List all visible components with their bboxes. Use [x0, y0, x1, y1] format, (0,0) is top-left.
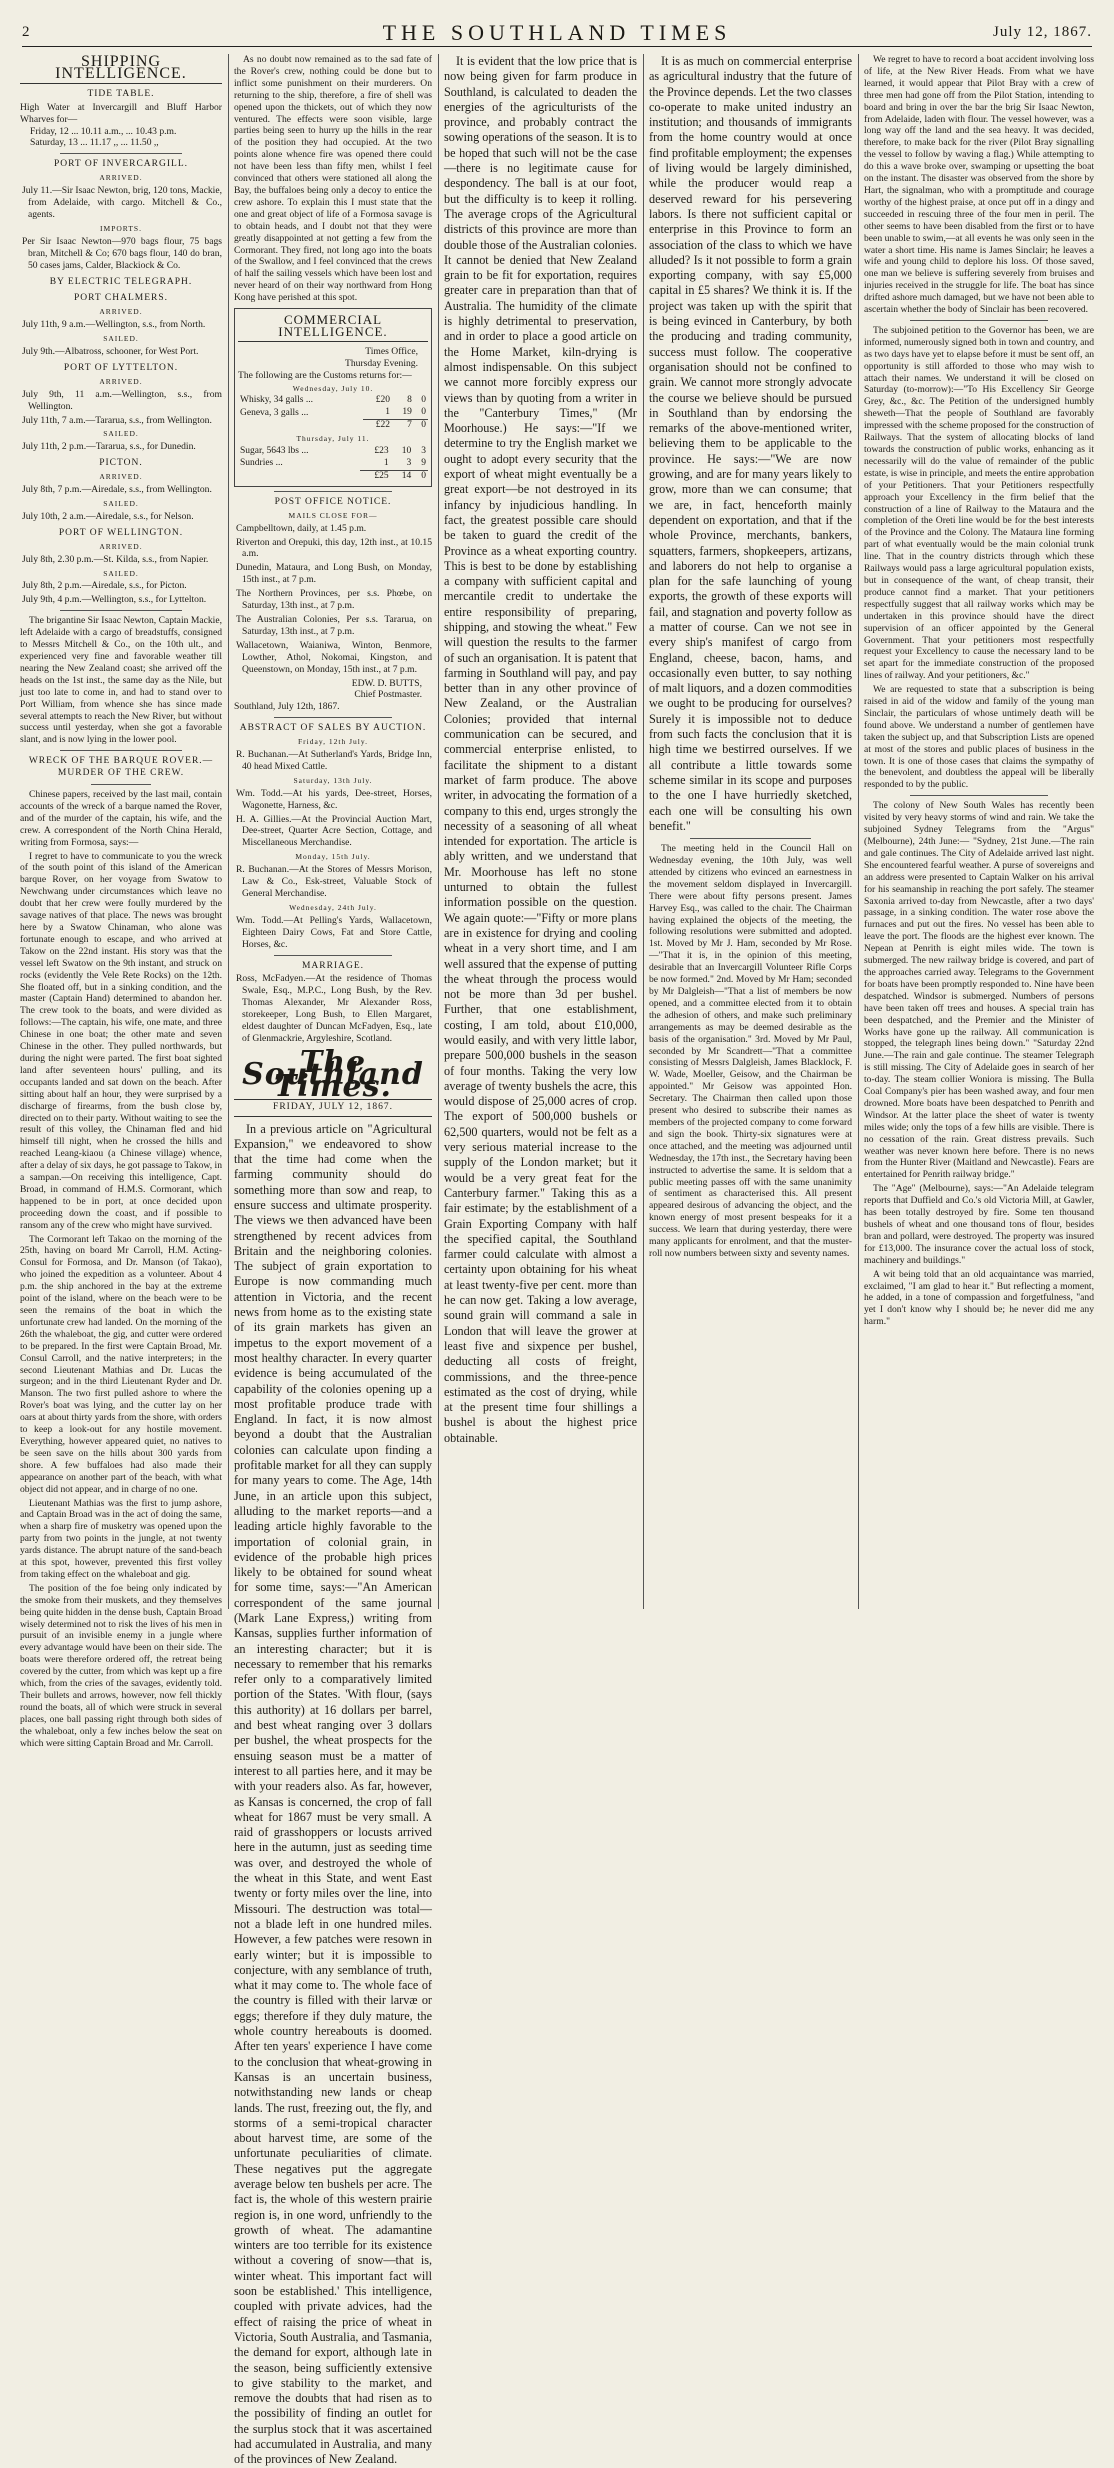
auction-item: Wm. Todd.—At his yards, Dee-street, Horses, Wagonette, Harness, &c. [236, 787, 432, 811]
post-item: Riverton and Orepuki, this day, 12th inst., at 10.15 a.m. [236, 536, 432, 560]
wreck-title: WRECK OF THE BARQUE ROVER.—MURDER OF THE CREW. [28, 756, 214, 779]
port-name: PORT OF INVERCARGILL. [54, 159, 188, 170]
customs-cell: 10 [401, 446, 412, 457]
port-entry: July 9th, 4 p.m.—Wellington, s.s., for Lyttelton. [22, 594, 207, 606]
column-editorial-2 [649, 54, 852, 1609]
post-item: Dunedin, Mataura, and Long Bush, on Monday, 15th inst., at 7 p.m. [236, 562, 432, 586]
port-group-label: SAILED. [103, 334, 139, 344]
port-group-label: ARRIVED. [99, 173, 143, 183]
commercial-office: Times Office, [365, 345, 418, 357]
port-group-label: SAILED. [103, 499, 139, 508]
customs-cell: 19 [402, 407, 412, 418]
column-rule [438, 54, 439, 1609]
page-number: 2 [22, 24, 30, 40]
port-name: PORT OF WELLINGTON. [58, 527, 184, 538]
post-dateline: Southland, July 12th, 1867. [234, 701, 340, 713]
port-group-label: SAILED. [103, 568, 139, 578]
auction-list [234, 736, 432, 950]
wreck-paragraph: The position of the foe being only indicated by the smoke from their muskets, and they themselves being quite hidden in the dense bush, Captain Broad wisely determined not to risk the lives of his men in pursuit of an invisible enemy in a jungle where every advantage would have been on their side. The boats were therefore ordered off, the retreat being covered by the cutter, from which was kept up a fire which, from the cries of the savages, evidently told. Their bullets and arrows, however, now fell thickly round the boats, all of which were struck in several places, one ball passing right through both sides of the whaleboat, only a few inches below the seat on which were sitting Captain Broad and Mr. Carroll. [20, 1582, 222, 1749]
post-item: Campbelltown, daily, at 1.45 p.m. [236, 522, 367, 534]
column-shipping [20, 53, 222, 1749]
masthead [22, 20, 1092, 47]
news-paragraph: A wit being told that an old acquaintance was married, exclaimed, "I am glad to hear it." But reflecting a moment, he added, in a tone of compassion and forgetfulness, "and yet I don't know why I should be; he never did me any harm." [864, 1268, 1094, 1328]
post-signature: EDW. D. BUTTS, [351, 677, 422, 689]
port-entry: July 9th, 11 a.m.—Wellington, s.s., from Wellington. [22, 388, 222, 412]
customs-total: £25 [360, 470, 391, 482]
divider [910, 795, 1048, 796]
auction-item: Wm. Todd.—At Pelling's Yards, Wallacetown, Eighteen Dairy Cows, Fat and Store Cattle, Horses, &c. [236, 914, 432, 950]
port-name: PICTON. [99, 458, 143, 469]
wreck-paragraph: Lieutenant Mathias was the first to jump ashore, and Captain Broad was in the act of doing the same, when a sharp fire of musketry was opened upon the party from two points in the jungle, at not twenty yards distance. The abrupt nature of the sand-beach at this spot, however, prevented this first volley from taking effect on the whaleboat and gig. [20, 1497, 222, 1580]
customs-row [238, 407, 428, 419]
port-entry: Per Sir Isaac Newton—970 bags flour, 75 bags bran, Mitchell & Co; 670 bags flour, 140 do bran, 50 cases jams, Calder, Blackiock & Co. [22, 235, 222, 271]
news-paragraph: The colony of New South Wales has recently been visited by very heavy storms of wind and rain. We take the subjoined Sydney Telegrams from the "Argus" (Melbourne), 24th June:— "Sydney, 21st June.—The rain and gale continues. The City of Adelaide arrived last night. She encountered fearful weather. A purse of sovereigns and an address were presented to Captain Walker on his arrival for his seamanship in reaching the port safely. The steamer Saxonia arrived to-day from Newcastle, after a two days' passage, in a sinking condition. The water rose above the furnaces and put out the fires. No vessel has been able to leave the port. The floods are the highest ever known. The Nepean at Penrith is eight miles wide. The town is submerged. The new railway bridge is covered, and part of the approaches carried away. Telegrams to the Government for boats have been promptly responded to. Nine have been despatched. Windsor is submerged. Numbers of persons have been taken off trees and houses. A special train has been despatched, and the Premier and the Minister of Works have gone up the railway. All communication is stopped, the telegraph lines being down." "Saturday 22nd June.—The rain and gale continue. The steamer Telegraph is still missing. The City of Adelaide goes in search of her to-day. The steam collier Woniora is missing. The Bulla Coal Company's pier has been washed away, and four men drowned. More boats have been despatched to Penrith and Windsor. At the latter place the sheet of water is twenty miles wide; only the tops of a few hills are visible. There is no cessation of the rain. Great distress prevails. Such weather was never known here before. There is no news from the Hunter River (Maitland and Newcastle). Fears are entertained for Penrith railway bridge." [864, 800, 1094, 1181]
meeting-report: The meeting held in the Council Hall on Wednesday evening, the 10th July, was well attended by citizens who evinced an earnestness in the movement seldom displayed in Invercargill. There were about fifty persons present. James Harvey Esq., was called to the chair. The Chairman having explained the objects of the meeting, the following resolutions were submitted and adopted. 1st. Moved by Mr J. Ham, seconded by Mr Rose.—"That it is, in the opinion of this meeting, desirable that an Invercargill Volunteer Rifle Corps be now formed." 2nd. Moved by Mr Ham; seconded by Mr Dalgleish—"That a list of members be now opened, and a committee elected from it to obtain the adhesion of others, and make such preliminary arrangements as may be deemed desirable as the basis of the organisation." 3rd. Moved by Mr Paul, seconded by Mr Scandrett—"That a committee consisting of Messrs Dalgleish, James Blacklock, F. W. Wade, Moeller, Geisow, and the Chairman be appointed." Mr Geisow was appointed Hon. Secretary. The Chairman then called upon those present who desired to subscribe their names as members of the projected company to come forward and sign the book. Thirty-six signatures were at once attached, and the meeting was adjourned until Wednesday, the 17th inst., the Secretary having been instructed to advertise the same. It is seldom that a public meeting passes off with the same unanimity of sentiment as characterised this. All present appeared desirous of advancing the object, and the known energy of most present bespeaks for it a success. We learn that during yesterday, there were many applicants for enrolment, and that the muster-roll now numbers between sixty and seventy names. [649, 843, 852, 1259]
wreck-paragraph: Chinese papers, received by the last mail, contain accounts of the wreck of a barque named the Rover, and of the murder of the captain, his wife, and the crew. A correspondent of the North China Herald, writing from Formosa, says:— [20, 789, 222, 848]
port-entry: July 9th.—Albatross, schooner, for West Port. [22, 346, 199, 358]
news-paragraph: The "Age" (Melbourne), says:—"An Adelaide telegram reports that Duffield and Co.'s old Victoria Mill, at Gawler, has been totally destroyed by fire. Some ten thousand bushels of wheat and one thousand tons of flour, besides bran and pollard, were destroyed. The property was insured for £13,000. The insurance cover the actual loss of stock, machinery and buildings." [864, 1183, 1094, 1266]
tide-row: Saturday, 13 ... 11.17 ,, ... 11.50 ,, [30, 137, 159, 149]
brig-paragraph: The brigantine Sir Isaac Newton, Captain Mackie, left Adelaide with a cargo of breadstuffs, consigned to Messrs Mitchell & Co., on the 10th ult., and experienced very fine and favorable weather till nearing the New Zealand coast; she arrived off the heads on the 1st inst., the same day as the Nile, but just too late to come in, and had to stand over to Port William, from whence she has since made several attempts to reach the New River, but without success until yesterday, when she got a favorable slant, and is now lying in the lower pool. [20, 615, 222, 746]
divider [91, 784, 152, 785]
paper-title: THE SOUTHLAND TIMES [382, 20, 732, 45]
port-reports [20, 159, 222, 606]
news-paragraph: We regret to have to record a boat accident involving loss of life, at the New River Heads. From what we have learned, it would appear that Pilot Bray with a crew of three men had gone off from the Pilot Station, intending to board and bring in over the bar the brig Sir Isaac Newton, from Adelaide, laden with flour. The vessel however, was a long way off the land and the sea heavy. It was decided, therefore, to make back for the river (Pilot Bray signalling the vessel to follow by waving a flag.) While attempting to do this a wave broke over, swamping or upsetting the boat on the instant. The disaster was observed from the shore by Hart, the signalman, who with a promptitude and courage worthy of the highest praise, at once put off in a dingy and succeeded in rescuing three of the four men in peril. The other seems to have been disabled from the first or to have been unable to swim,—at all events he was only seen in the water a short time. His name is James Sinclair; he leaves a wife and young child to deplore his loss. Of those saved, one man we believe is suffering severely from bruises and injuries received in the struggle for life. The boat has since drifted ashore much damaged, but we have not been able to ascertain whether the body of Sinclair has been recovered. [864, 54, 1094, 316]
wreck-continuation: As no doubt now remained as to the sad fate of the Rover's crew, nothing could be done but to inflict some punishment on their murderers. On returning to the ship, therefore, a fire of shell was opened upon the thickets, out of which they now ventured. The effects were soon visible, large parties being seen to hurry up the hills in the rear of the position they had occupied. At the two points alone whence fire was opened there could not have been less than fifty men, whilst I feel convinced that others were stationed all along the Bay, the buffaloes being only a decoy to entice the crew ashore. To explain this I must state that the one and great object of life of a Formosa savage is to obtain heads, and I doubt not that they were greatly disappointed at not getting a few from the Cormorant. They fired, not long ago into the boats of the Swallow, and I feel convinced that the crews of half the sailing vessels which have been lost and never heard of on their way northward from Hong Kong have perished at this spot. [234, 54, 432, 304]
column-rule [858, 54, 859, 1609]
customs-total: £22 [363, 420, 393, 432]
editorial-paragraph: It is as much on commercial enterprise as agricultural industry that the future of the Province depends. Let the two classes co-operate to make united industry an institution; and thousands of immigrants from the home country would at once find profitable employment; the expenses of living would be largely diminished, while the producer would reap a deserved reward for his persevering labors. Is there not sufficient capital or enterprise in this Province to form an association of the class to which we have alluded? Is it not possible to form a grain exporting company, with say £5,000 capital in £5 shares? We think it is. If the project was taken up with the spirit that is being evinced in Canterbury, by both the producing and trading community, success must follow. The cooperative organisation should not be confined to grain. We cannot more strongly advocate the course we believe should be pursued in Southland than by endorsing the remarks of the above-mentioned writer, believing them to be applicable to the province. He says:—"We are now growing, and are for many years likely to grow, more than we can consume; that we are, in fact, henceforth mainly dependent on exportation, and that if the whole Province, merchants, bankers, squatters, farmers, shopkeepers, artizans, and laborers do not help to organise a plan for the safe launching of young exports, the growth of these exports will fail, and stagnation and poverty follow as a matter of course. Can we not see in every ship's manifest of cargo from England, cheese, bacon, hams, and occasionally even butter, to say nothing of malt liquors, and a dozen commodities we ought to be producing for ourselves? Surely it is impossible not to deduce from such facts the conclusion that it is high time we bestirred ourselves. If we all contribute a little towards some scheme similar in its scope and purposes to the one I have hurriedly sketched, each one will be consulting his own benefit." [649, 54, 852, 833]
editorial-paragraph: In a previous article on "Agricultural Expansion," we endeavored to show that the time had come when the farming community should do something more than sow and reap, to ensure success and ultimate prosperity. The views we then advanced have been strengthened by recent advices from Britain and the neighboring colonies. The subject of grain exportation to Europe is now commanding much attention in Victoria, and the recent news from home as to the existing state of its grain markets has given an impetus to the export movement of a most healthy character. In every quarter evidence is being accumulated of the capability of the colonies opening up a most profitable produce trade with England. In fact, it is now almost beyond a doubt that the Australian colonies can calculate upon finding a profitable market for all they can supply for many years to come. The Age, 14th June, in an article upon this subject, alluding to the market reports—and a leading article highly favorable to the importation of colonial grain, in evidence of the probable high prices likely to be obtained for sound wheat for some time, says:—"An American correspondent of the same journal (Mark Lane Express,) writing from Kansas, supplies further information of an interesting character; but it is necessary to remember that his remarks refer only to a comparatively limited portion of the States. 'With flour, (says this authority) at 16 dollars per barrel, and best wheat ranging over 3 dollars per bushel, the wheat prospects for the ensuing season must be a matter of interest to all parties here, and it may be with your readers also. As far, however, as Kansas is concerned, the crop of fall wheat for 1867 must be very small. A raid of grasshoppers or locusts arrived here in the autumn, just as seeding time was over, and destroyed the whole of the wheat in this State, and went East twenty or forty miles over the line, into Missouri. The destruction was total—not a blade left in one hundred miles. However, a few patches were resown in early winter; but it is impossible to conjecture, with any semblance of truth, what it may come to. The whole face of the country is filled with their larvæ or eggs; therefore if they duly mature, the whole country hereabouts is doomed. After ten years' experience I have come to the conclusion that wheat-growing in Kansas is an uncertain business, notwithstanding new lands or cheap lands. The rust, freezing out, the fly, and storms of a semi-tropical character about harvest time, are some of the unfortunate peculiarities of climate. These negatives put the aggregate average below ten bushels per acre. The fact is, the whole of this western prairie region is, in one word, unfriendly to the growth of wheat. The adamantine winters are too terrible for its existence without a covering of snow—that is, winter wheat. This important fact will soon be established.' This intelligence, coupled with private advices, had the effect of raising the price of wheat in Victoria, South Australia, and Tasmania, the demand for export, although late in the season, being sufficiently extensive to give stability to the market, and remove the doubts that had risen as to the possibility of finding an outlet for the surplus stock that it was ascertained had accumulated in Australia, and many of the provinces of New Zealand. [234, 1121, 432, 2467]
post-heading: POST OFFICE NOTICE. [274, 496, 392, 507]
tide-intro: High Water at Invercargill and Bluff Harbor Wharves for— [20, 101, 222, 125]
tide-table [20, 126, 222, 150]
divider [274, 491, 393, 492]
auction-item: R. Buchanan.—At the Stores of Messrs Morison, Law & Co., Esk-street, Valuable Stock of General Merchandise. [236, 864, 432, 899]
divider [910, 320, 1048, 321]
commercial-intro: The following are the Customs returns for:— [238, 369, 412, 381]
column-rule [228, 54, 229, 1609]
divider [690, 838, 812, 839]
customs-cell: Sundries ... [240, 458, 283, 469]
port-name: PORT CHALMERS. [73, 293, 169, 304]
divider [60, 610, 181, 611]
customs-cell: Geneva, 3 galls ... [240, 407, 309, 418]
wreck-paragraph: The Cormorant left Takao on the morning of the 25th, having on board Mr Carroll, H.M. Acting-Consul for Formosa, and Dr. Manson (of Takao), who joined the expedition as a volunteer. About 4 p.m. the ship anchored in the bay at the extreme point of the island, where on the beach were to be seen the remains of the boat in which the unfortunate crew had landed. On the morning of the 26th the whaleboat, the gig, and cutter were ordered to be prepared. In the first were Captain Broad, Mr. Consul Carroll, and the native interpreters; in the second Lieutenant Mathias and Dr. Lucas the surgeon; and in the third Lieutenant Ryder and Dr. Manson. The two first pulled ashore to where the Rover's boat was lying, and the cutter lay on her oars at about thirty yards from the shore, with orders to keep a look-out for any hostile movement. Everything, however appeared quiet, no natives to be seen save on the hills about 300 yards from shore. A few buffaloes had also made their appearance on another part of the beach, with what object did not appear, and in charge of no one. [20, 1233, 222, 1495]
issue-date: July 12, 1867. [992, 24, 1092, 40]
divider [60, 153, 181, 154]
tide-row: Friday, 12 ... 10.11 a.m., ... 10.43 p.m. [30, 125, 177, 137]
news-paragraph: We are requested to state that a subscription is being raised in aid of the widow and family of the young man Sinclair, the particulars of whose untimely death will be found above. We understand a number of gentlemen have taken the subject up, and that Subscription Lists are opened at most of the stores and public places of business in the town. It is one of those cases that claims the sympathy of the benevolent, and doubtless the appeal will be liberally responded to by the public. [864, 684, 1094, 791]
column-rule [643, 54, 644, 1609]
post-subheading: MAILS CLOSE FOR— [288, 510, 378, 520]
commercial-box [234, 308, 432, 487]
commercial-when: Thursday Evening. [344, 357, 418, 369]
port-group-label: ARRIVED. [99, 307, 143, 317]
customs-cell: 1 [385, 407, 391, 418]
column-editorial-1 [444, 54, 637, 1609]
local-news [864, 54, 1094, 1328]
port-group-label: IMPORTS. [100, 223, 142, 233]
customs-total: 0 [413, 470, 428, 482]
port-entry: July 8th, 2 p.m.—Airedale, s.s., for Picton. [22, 580, 187, 592]
wreck-paragraph: I regret to have to communicate to you the wreck of the south point of this island of the American barque Rover, on her voyage from Swatow to Newchwang under circumstances which leave no doubt that her crew were foully murdered by the savage natives of that place. The news was brought here by a Swatow Chinaman, who alone was fortunate enough to escape, and who arrived at Takow on the 22nd instant. His story was that the vessel left Swatow on the 9th instant, and struck on rocks (evidently the Vele Rete Rocks) on the 12th. She floated off, but in a sinking condition, and the master (Captain Hand) determined to abandon her. The crew took to the boats, and were divided as follows:—The captain, his wife, one mate, and three Chinese in one boat; the other mate and seven Chinese in the other. They pulled northwards, but during the night were parted. The first boat sighted land after seventeen hours' pulling, and its occupants landed and sat down on the beach. After sitting about half an hour, they were surprised by a discharge of firearms, from the bush close by, directed on to their party. Without waiting to see the result of this volley, the Chinaman fled and hid himself till night, when he crossed the hills and reached Leang-kiaou (a Chinese village) whence, after a delay of six days, he got passage to Takow, in a sampan.—On receiving this intelligence, Capt. Broad, in command of H.M.S. Cormorant, which happened to be in port, at once decided upon proceeding down the coast, and if possible to ransom any of the crew who might have survived. [20, 850, 222, 1231]
customs-cell: 9 [421, 458, 426, 468]
customs-total-row [238, 470, 428, 482]
port-entry: July 11.—Sir Isaac Newton, brig, 120 tons, Mackie, from Adelaide, with cargo. Mitchell & Co., agents. [22, 185, 222, 220]
customs-cell: 1 [383, 458, 389, 468]
shipping-heading: SHIPPING INTELLIGENCE. [20, 56, 222, 84]
post-signature-title: Chief Postmaster. [354, 689, 422, 701]
customs-cell [238, 470, 360, 482]
customs-table [238, 395, 428, 432]
customs-row [238, 395, 428, 407]
divider [60, 750, 181, 751]
customs-cell: Sugar, 5643 lbs ... [240, 446, 309, 457]
auction-day: Saturday, 13th July. [293, 775, 373, 785]
port-entry: July 11th, 7 a.m.—Tararua, s.s., from Wellington. [22, 414, 212, 426]
port-name: PORT OF LYTTELTON. [63, 362, 179, 373]
customs-date: Thursday, July 11. [296, 434, 370, 444]
customs-cell: 3 [421, 446, 426, 457]
customs-total: 14 [391, 470, 414, 482]
editorial-masthead: The Southland Times. [242, 1044, 424, 1104]
customs-cell: 0 [421, 407, 426, 418]
editorial-date: FRIDAY, JULY 12, 1867. [234, 1099, 432, 1117]
auction-day: Wednesday, 24th July. [289, 902, 377, 912]
customs-total: 7 [392, 420, 414, 432]
customs-table [238, 446, 428, 483]
customs-cell: Whisky, 34 galls ... [240, 395, 314, 406]
auction-item: H. A. Gillies.—At the Provincial Auction Mart, Dee-street, Quarter Acre Section, Cottage, and Miscellaneous Merchandise. [236, 813, 432, 849]
customs-total-row [238, 420, 428, 432]
port-name: BY ELECTRIC TELEGRAPH. [49, 276, 193, 287]
port-entry: July 8th, 7 p.m.—Airedale, s.s., from Wellington. [22, 484, 212, 496]
port-entry: July 8th, 2.30 p.m.—St. Kilda, s.s., from Napier. [22, 553, 209, 565]
commercial-heading: COMMERCIAL INTELLIGENCE. [238, 314, 428, 342]
auction-day: Monday, 15th July. [295, 852, 371, 862]
post-item: Wallacetown, Waianiwa, Winton, Benmore, Lowther, Athol, Nokomai, Kingston, and Queenstown, on Monday, 15th inst., at 7 p.m. [236, 639, 432, 675]
port-entry: July 10th, 2 a.m.—Airedale, s.s., for Nelson. [22, 510, 194, 522]
port-group-label: ARRIVED. [99, 472, 143, 482]
marriage-notice: Ross, McFadyen.—At the residence of Thomas Swale, Esq., M.P.C., Long Bush, by the Rev. Thomas Alexander, Mr Alexander Ross, storekeeper, Long Bush, to Ellen Margaret, eldest daughter of Duncan McFadyen, Esq., late of Glenmackrie, Argyleshire, Scotland. [236, 973, 432, 1044]
post-item: The Australian Colonies, Per s.s. Tararua, on Saturday, 13th inst., at 7 p.m. [236, 613, 432, 637]
tide-title: TIDE TABLE. [87, 88, 155, 99]
customs-row [238, 458, 428, 470]
port-entry: July 11th, 9 a.m.—Wellington, s.s., from North. [22, 319, 206, 331]
editorial-lead [234, 1122, 432, 2468]
auction-item: R. Buchanan.—At Sutherland's Yards, Bridge Inn, 40 head Mixed Cattle. [236, 749, 432, 772]
port-group-label: SAILED. [103, 429, 139, 439]
port-group-label: ARRIVED. [99, 376, 143, 386]
customs-cell: 0 [421, 395, 426, 406]
customs-returns [238, 383, 428, 483]
column-commercial [234, 54, 432, 2467]
marriage-heading: MARRIAGE. [301, 960, 365, 971]
column-local-news [864, 54, 1094, 1609]
customs-cell [238, 420, 363, 432]
news-paragraph: The subjoined petition to the Governor has been, we are informed, numerously signed both in town and country, and as two days have yet to elapse before it must be sent off, an opportunity is still afforded to those who may wish to attach their names. We understand it will be closed on Saturday (to-morrow):—"To His Excellency Sir George Grey, &c., &c. The Petition of the undersigned humbly sheweth—That the people of Southland are favorably impressed with the scheme proposed for the construction of Railways. That the system of allocating blocks of land towards the construction of public works, enhancing as it necessarily will do the value of remainder of the public estate, is wise in principle, and meets the entire approbation of your Petitioners. That your Petitioners respectfully approach your Excellency in the firm belief that the construction of a line of Railway to the Mataura and the completion of the Oreti line would be for the best interests of the Province and the Colony. The Mataura line forming part of what eventually would be the main colonial trunk line. That in the country districts through which these Railways would pass a large agricultural population exists, but in consequence of the want, of cheap transit, their produce cannot find a market. That your petitioners respectfully suggest that all railway works which may be undertaken in this province should have the direct supervision of an officer appointed by the General Government. That your petitioners most respectfully request your Excellency to cause the necessary land to be set apart for the immediate construction of the proposed lines of railway. And your petitioners, &c." [864, 324, 1094, 682]
post-list [234, 523, 432, 676]
customs-row [238, 446, 428, 458]
customs-cell: 3 [406, 458, 412, 468]
customs-date: Wednesday, July 10. [292, 383, 374, 393]
divider [274, 717, 393, 718]
port-group-label: ARRIVED. [99, 541, 143, 551]
customs-total: 0 [414, 420, 428, 432]
auction-day: Friday, 12th July. [298, 737, 368, 747]
customs-cell: 8 [407, 395, 412, 406]
customs-cell: £23 [374, 446, 389, 457]
wreck-article [20, 789, 222, 1750]
auction-heading: ABSTRACT OF SALES BY AUCTION. [239, 723, 427, 734]
port-entry: July 11th, 2 p.m.—Tararua, s.s., for Dunedin. [22, 441, 196, 453]
customs-cell: £20 [375, 395, 391, 406]
editorial-paragraph: It is evident that the low price that is now being given for farm produce in Southland, is calculated to deaden the energies of the agriculturists of the province, and probably contract the sowing operations of the season. It is to be hoped that such will not be the case—there is no legitimate cause for despondency. The ball is at our foot, but the difficulty is to keep it rolling. The average crops of the Agricultural districts of this province are more than double those of the Australian colonies. It cannot be denied that New Zealand grain to be fit for exportation, requires greater care in preparation than that of Australia. The humidity of the climate is highly detrimental to preservation, and in order to place a good article on the Home Market, kiln-drying is almost indispensable. On this subject we cannot more forcibly express our views than by quoting from a writer in the "Canterbury Times," (Mr Moorhouse.) He says:—"If we determine to try the English market we ought to adopt every security that the export of wheat might eventually be a great export—be not destroyed in its infancy by injudicious handling. In fact, the greatest possible care should be taken to guard the credit of the Province as a wheat exporting country. This is best to be done by establishing a company with sufficient capital and mercantile credit to undertake the entire responsibility of preparing, shipping, and stowing the wheat." Few will question the results to the farmer of such an organisation. It is patent that farming in Southland will pay, and pay better than in any other province of New Zealand, or the Australian Colonies; provided that internal communication can be secured, and commercial enterprise enlisted, to facilitate the shipment to a distant market of farm produce. The above writer, in advocating the formation of a company to this end, urges strongly the necessity of a seasoning of all wheat intended for exportation. The article is ably written, and we understand that Mr. Moorhouse has left no stone unturned to obtain the fullest information possible on the question. We again quote:—"Fifty or more plans are in existence for drying and cooling wheat in a very short time, and I am well assured that the expense of putting the wheat through the process would not be more than 3d per bushel. Further, that one establishment, costing, I am told, about £10,000, would easily, and with very little labor, prepare 500,000 bushels in the season of four months. Taking the very low average of twenty bushels the acre, this would dispose of 25,000 acres of crop. The export of 500,000 bushels or 62,500 quarters, would not be felt as a very serious material increase to the supply of the London market; but it would be a very great feat for the Canterbury farmer." Taking this as a fair estimate; by the establishment of a Grain Exporting Company with half the specified capital, the Southland farmer could calculate with almost a certainty upon obtaining for his wheat at least twenty-five per cent. more than he can now get. Taking a low average, sound grain will command a sale in London that will leave the grower at least five and sixpence per bushel, deducting all costs of freight, commissions, and the three-pence estimated as the cost of drying, while at the present time four shillings a bushel is about the highest price obtainable. [444, 54, 637, 1445]
post-item: The Northern Provinces, per s.s. Phœbe, on Saturday, 13th inst., at 7 p.m. [236, 588, 432, 612]
divider [274, 955, 393, 956]
